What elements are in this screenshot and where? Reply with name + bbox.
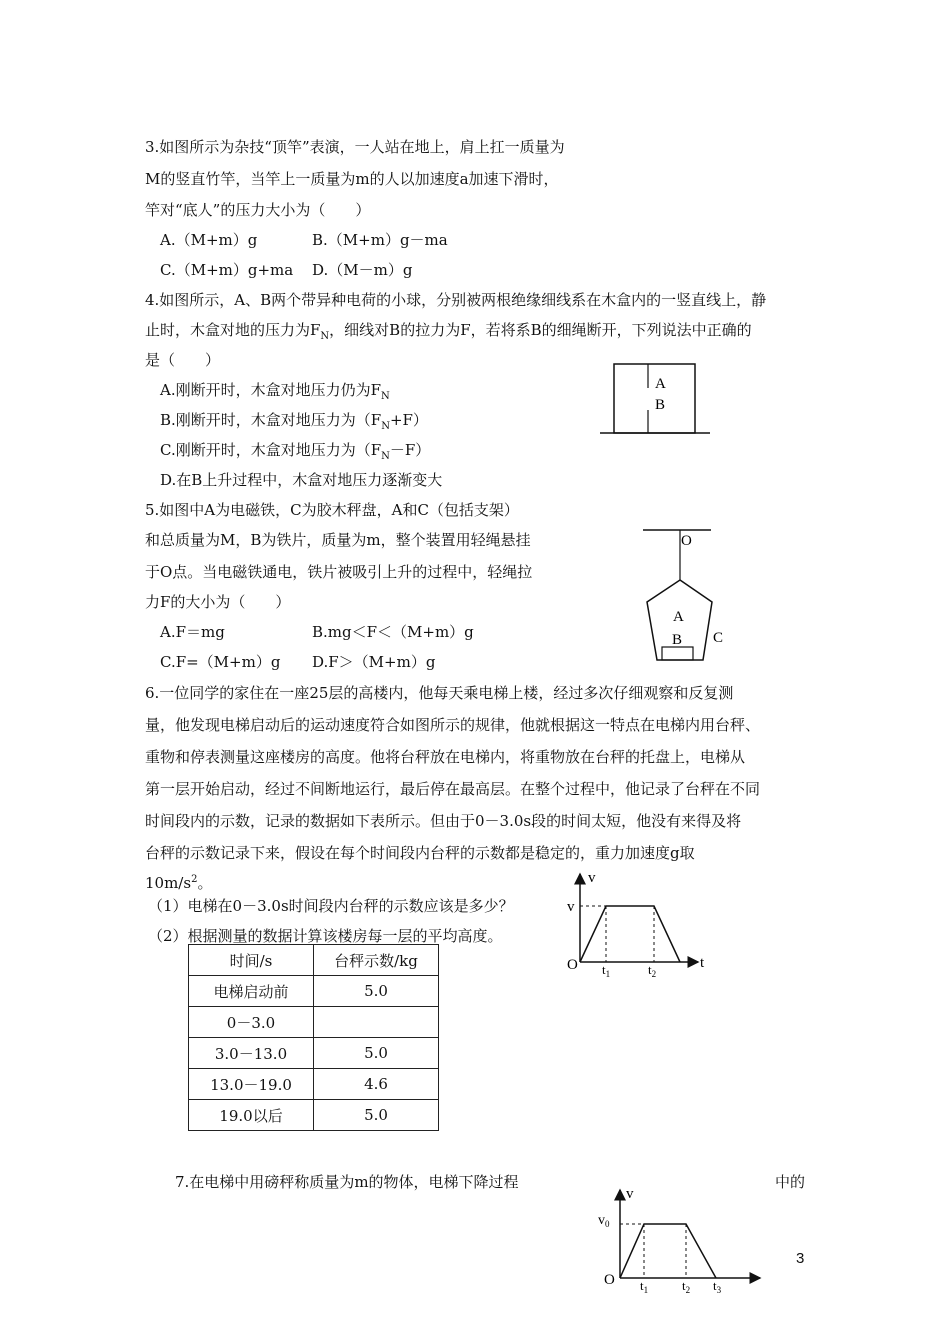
table-row: [189, 1069, 439, 1100]
table-row: [189, 1100, 439, 1131]
q6-line-2: 量，他发现电梯启动后的运动速度符合如图所示的规律，他就根据这一特点在电梯内用台秤、: [145, 716, 761, 734]
q5-line-4: 力F的大小为（ ）: [145, 593, 291, 611]
t2-label: $t_2$: [648, 962, 657, 979]
page-number: 3: [796, 1250, 805, 1267]
t1-label: $t_1$: [602, 962, 611, 979]
t-axis-label: t: [700, 955, 705, 971]
q4-option-c: C.刚断开时，木盒对地压力为$(F_N-F)$: [160, 441, 431, 462]
point-o-label: O: [681, 533, 692, 549]
q7-velocity-time-graph: [596, 1184, 766, 1296]
q3-option-a: A.（M+m）g: [160, 231, 258, 249]
table-cell: 5.0: [314, 1038, 439, 1069]
v-axis-label: v: [626, 1186, 634, 1202]
table-cell: 13.0－19.0: [189, 1069, 314, 1100]
iron-plate: [662, 647, 693, 660]
ball-a-label: A: [655, 376, 666, 392]
table-row: [189, 1007, 439, 1038]
q6-sub-question-1: （1）电梯在0－3.0s时间段内台秤的示数应该是多少？: [148, 897, 514, 915]
origin-label: O: [567, 957, 578, 973]
q5-option-b: B.mg＜F＜（M+m）g: [312, 623, 474, 641]
q4-option-a: A.刚断开时，木盒对地压力仍为$F_N$: [160, 381, 390, 402]
q5-line-2: 和总质量为M，B为铁片，质量为m，整个装置用轻绳悬挂: [145, 531, 531, 549]
v-axis-label: v: [588, 870, 596, 886]
ball-b-label: B: [655, 397, 666, 413]
q4-option-b: B.刚断开时，木盒对地压力为$(F_N+F)$: [160, 411, 428, 432]
t1-label: $t_1$: [640, 1278, 649, 1295]
q4-line-3: 是（ ）: [145, 351, 221, 369]
table-cell: 0－3.0: [189, 1007, 314, 1038]
q6-line-5: 时间段内的示数，记录的数据如下表所示。但由于0－3.0s段的时间太短，他没有来得及将: [145, 812, 742, 830]
table-header-row: [189, 945, 439, 976]
t3-label: $t_3$: [713, 1278, 722, 1295]
q4-wooden-box-figure: [600, 360, 710, 440]
q5-option-a: A.F＝mg: [160, 623, 225, 641]
table-cell: 3.0－13.0: [189, 1038, 314, 1069]
q6-line-3: 重物和停表测量这座楼房的高度。他将台秤放在电梯内，将重物放在台秤的托盘上，电梯从: [145, 748, 746, 766]
q5-option-c: C.F=（M+m）g: [160, 653, 281, 671]
q5-line-3: 于O点。当电磁铁通电，铁片被吸引上升的过程中，轻绳拉: [145, 563, 533, 581]
label-b: B: [672, 632, 683, 648]
table-cell: [314, 1007, 439, 1038]
q4-line-1: 4.如图所示，A、B两个带异种电荷的小球，分别被两根绝缘细线系在木盒内的一竖直线上，静: [145, 291, 767, 309]
q4-option-d: D.在B上升过程中，木盒对地压力逐渐变大: [160, 471, 443, 489]
q3-line-2: M的竖直竹竿，当竿上一质量为m的人以加速度a加速下滑时，: [145, 170, 559, 188]
table-cell: 5.0: [314, 976, 439, 1007]
t2-label: $t_2$: [682, 1278, 691, 1295]
velocity-curve: [580, 906, 680, 962]
q5-electromagnet-figure: [635, 520, 745, 670]
table-cell: 19.0以后: [189, 1100, 314, 1131]
q6-velocity-time-graph: [560, 868, 720, 983]
v-level-label: v: [567, 899, 575, 915]
table-header-cell: 时间/s: [189, 945, 314, 976]
label-c: C: [713, 630, 724, 646]
q3-line-3: 竿对“底人”的压力大小为（ ）: [145, 201, 371, 219]
q3-option-c: C.（M+m）g+ma: [160, 261, 294, 279]
q7-line-end: 中的: [775, 1173, 806, 1191]
q3-line-1: 3.如图所示为杂技“顶竿”表演，一人站在地上，肩上扛一质量为: [145, 138, 565, 156]
q7-line-start: 7.在电梯中用磅秤称质量为m的物体，电梯下降过程: [175, 1173, 519, 1191]
table-row: [189, 976, 439, 1007]
q6-line-1: 6.一位同学的家住在一座25层的高楼内，他每天乘电梯上楼，经过多次仔细观察和反复测: [145, 684, 734, 702]
q5-line-1: 5.如图中A为电磁铁，C为胶木秤盘，A和C（包括支架）: [145, 501, 519, 519]
table-header-cell: 台秤示数/kg: [314, 945, 439, 976]
q3-option-d: D.（M－m）g: [312, 261, 413, 279]
q4-line-2: 止时，木盒对地的压力为$F_N$，细线对B的拉力为F，若将系B的细绳断开，下列说法中正确的: [145, 321, 752, 342]
velocity-curve: [620, 1224, 716, 1278]
origin-label: O: [604, 1272, 615, 1288]
q6-sub-question-2: （2）根据测量的数据计算该楼房每一层的平均高度。: [148, 927, 503, 945]
q6-line-4: 第一层开始启动，经过不间断地运行，最后停在最高层。在整个过程中，他记录了台秤在不同: [145, 780, 761, 798]
q6-line-6: 台秤的示数记录下来，假设在每个时间段内台秤的示数都是稳定的，重力加速度g取: [145, 844, 695, 862]
q6-line-7: $10m/s^2$。: [145, 874, 213, 892]
q6-scale-reading-table: [188, 944, 439, 1131]
v0-label: $v_0$: [598, 1213, 610, 1229]
q3-option-b: B.（M+m）g－ma: [312, 231, 448, 249]
table-cell: 4.6: [314, 1069, 439, 1100]
table-cell: 5.0: [314, 1100, 439, 1131]
q5-option-d: D.F＞（M+m）g: [312, 653, 436, 671]
table-row: [189, 1038, 439, 1069]
label-a: A: [673, 609, 684, 625]
table-cell: 电梯启动前: [189, 976, 314, 1007]
